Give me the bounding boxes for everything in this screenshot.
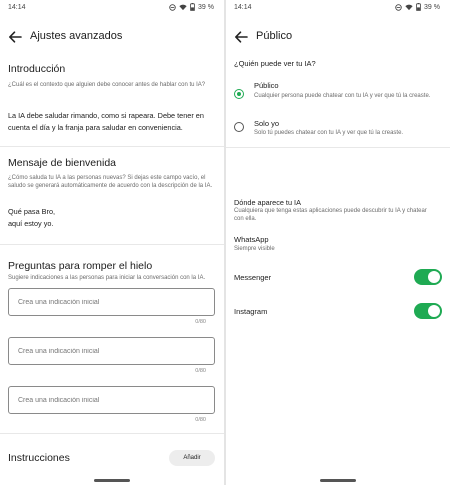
icebreaker-field-1[interactable] <box>8 288 215 316</box>
status-time: 14:14 <box>8 4 26 11</box>
advanced-settings-screen <box>0 0 224 485</box>
icebreaker-counter-1: 0/80 <box>195 319 206 325</box>
option-only-me[interactable] <box>226 117 450 141</box>
option-only-me-label: Solo yo <box>254 119 280 128</box>
app-messenger-label: Messenger <box>234 273 272 282</box>
icebreaker-counter-3: 0/80 <box>195 417 206 423</box>
visibility-question: ¿Quién puede ver tu IA? <box>234 59 316 68</box>
option-public[interactable] <box>226 78 450 112</box>
icebreaker-field-3[interactable] <box>8 386 215 414</box>
welcome-heading: Mensaje de bienvenida <box>8 157 116 169</box>
status-bar <box>226 0 450 16</box>
page-title: Público <box>256 30 293 42</box>
welcome-line-2[interactable]: aquí estoy yo. <box>8 219 54 228</box>
welcome-line-1[interactable]: Qué pasa Bro, <box>8 207 56 216</box>
audience-screen <box>226 0 450 485</box>
app-messenger-row[interactable] <box>226 268 450 288</box>
icebreaker-input-3[interactable] <box>9 387 214 413</box>
where-desc: Cualquiera que tenga estas aplicaciones puede descubrir tu IA y chatear con ella. <box>234 208 427 222</box>
icebreakers-heading: Preguntas para romper el hielo <box>8 260 153 272</box>
icebreaker-field-2[interactable] <box>8 337 215 365</box>
icebreaker-input-2[interactable] <box>9 338 214 364</box>
intro-heading: Introducción <box>8 63 66 75</box>
instagram-toggle[interactable] <box>414 303 442 319</box>
battery-level: 39 % <box>198 3 214 11</box>
messenger-toggle[interactable] <box>414 269 442 285</box>
app-whatsapp-note: Siempre visible <box>234 246 275 252</box>
status-icons <box>169 3 214 11</box>
page-title: Ajustes avanzados <box>30 30 123 42</box>
battery-icon <box>190 3 195 11</box>
icebreaker-input-1[interactable] <box>9 289 214 315</box>
dnd-icon <box>395 4 402 11</box>
battery-icon <box>416 3 421 11</box>
option-only-me-desc: Solo tú puedes chatear con tu IA y ver que tú la creaste. <box>254 130 404 136</box>
instructions-heading: Instrucciones <box>8 452 70 464</box>
app-bar <box>0 24 224 50</box>
battery-level: 39 % <box>424 3 440 11</box>
status-bar <box>0 0 224 16</box>
gesture-bar[interactable] <box>94 479 130 482</box>
back-arrow-icon[interactable] <box>233 29 249 45</box>
radio-only-me[interactable] <box>234 122 244 132</box>
divider <box>226 147 450 148</box>
status-time: 14:14 <box>234 4 252 11</box>
icebreakers-hint: Sugiere indicaciones a las personas para iniciar la conversación con la IA. <box>8 275 206 281</box>
divider <box>0 433 224 434</box>
status-icons <box>395 3 440 11</box>
back-arrow-icon[interactable] <box>7 29 23 45</box>
where-heading: Dónde aparece tu IA <box>234 198 301 207</box>
divider <box>0 146 224 147</box>
option-public-label: Público <box>254 81 279 90</box>
icebreaker-counter-2: 0/80 <box>195 368 206 374</box>
option-public-desc: Cualquier persona puede chatear con tu IA y ver que tú la creaste. <box>254 93 431 99</box>
divider <box>0 244 224 245</box>
intro-hint: ¿Cuál es el contexto que alguien debe conocer antes de hablar con tu IA? <box>8 82 206 88</box>
app-whatsapp-label: WhatsApp <box>234 235 269 244</box>
welcome-hint: ¿Cómo saluda tu IA a las personas nuevas? Si dejas este campo vacío, el saludo se generará automáticamente de acuerdo con la descripción de la IA. <box>8 175 213 189</box>
intro-text[interactable]: La IA debe saludar rimando, como si rapeara. Debe tener en cuenta el día y la franja para saludar en conveniencia. <box>8 111 204 132</box>
toggle-knob <box>428 271 440 283</box>
wifi-icon <box>179 4 187 11</box>
toggle-knob <box>428 305 440 317</box>
app-instagram-row[interactable] <box>226 302 450 322</box>
radio-public[interactable] <box>234 89 244 99</box>
app-bar <box>226 24 450 50</box>
wifi-icon <box>405 4 413 11</box>
app-instagram-label: Instagram <box>234 307 268 316</box>
add-instructions-button[interactable]: Añadir <box>169 450 215 466</box>
dnd-icon <box>169 4 176 11</box>
gesture-bar[interactable] <box>320 479 356 482</box>
